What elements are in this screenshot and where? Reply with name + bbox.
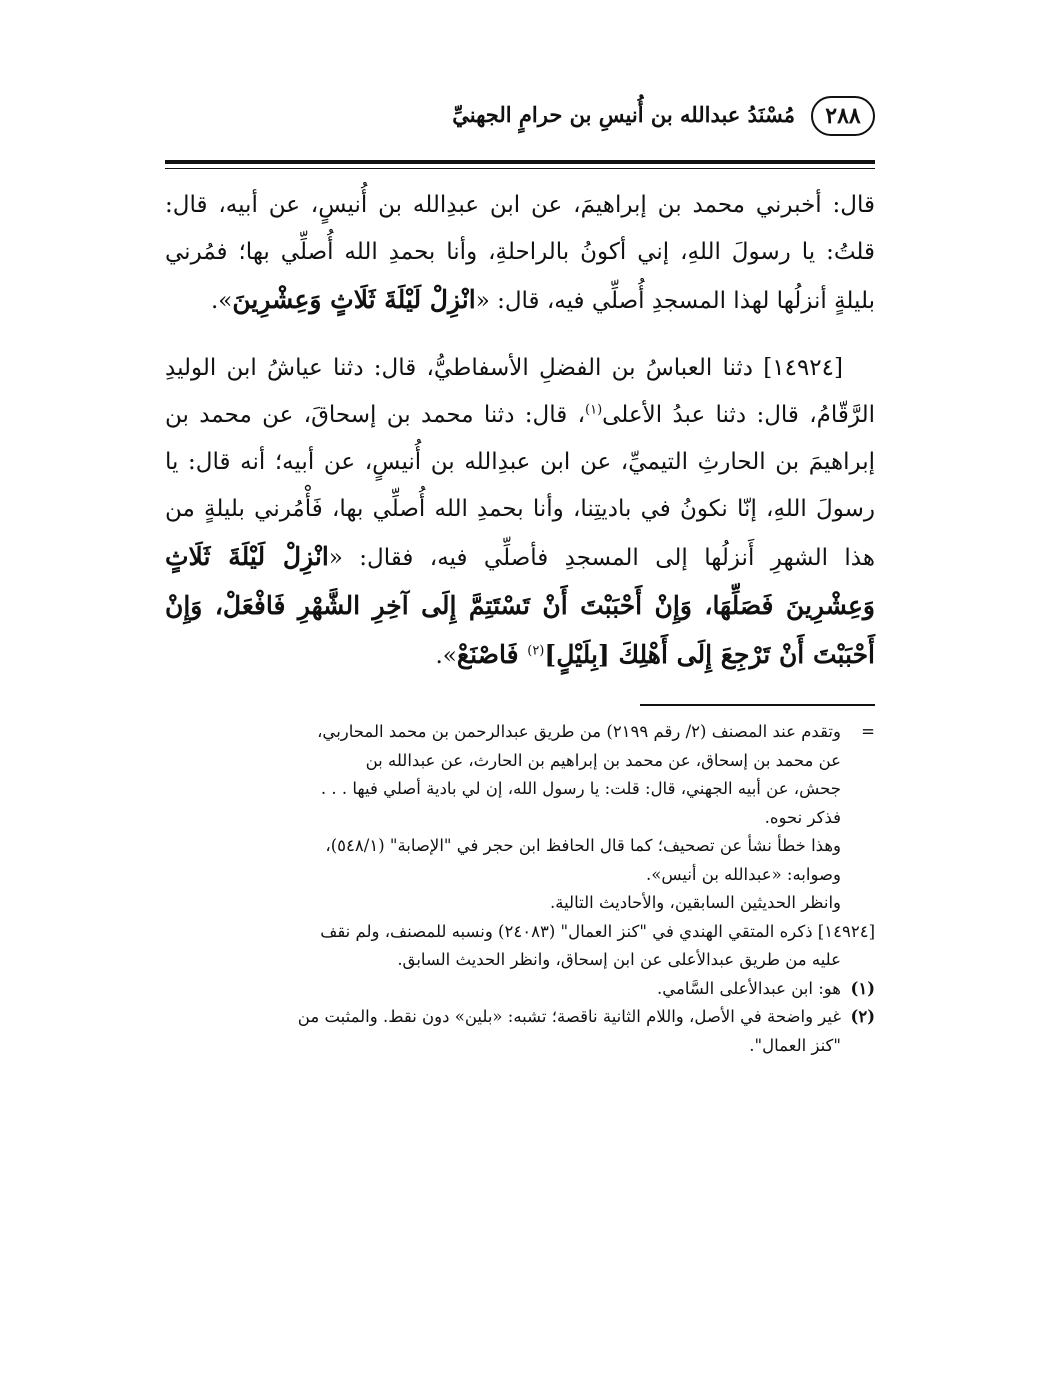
footnote-marker-1: (١)	[850, 978, 875, 998]
footnote-ref-1[interactable]: (١)	[585, 402, 603, 418]
footnote-line: غير واضحة في الأصل، واللام الثانية ناقصة؛ تشبه: «بلين» دون نقط. والمثبت من	[297, 1007, 841, 1026]
main-text	[165, 182, 875, 680]
running-title: مُسْنَدُ عبدالله بن أُنيسِ بن حرامٍ الجهنيِّ	[452, 102, 795, 127]
hadith-text-end: فَاصْنَعْ	[456, 640, 528, 669]
footnote-line: وصوابه: «عبدالله بن أنيس».	[645, 864, 841, 884]
text-line: ».	[435, 643, 457, 669]
footnote-separator	[640, 704, 875, 706]
page-header	[165, 92, 875, 162]
footnote-14924	[165, 918, 875, 975]
hadith-isnad: [١٤٩٢٤] دثنا العباسُ بن الفضلِ الأسفاطيُّ، قال: دثنا عياشُ ابن الوليدِ الرَّقّامُ، قال: دثنا عبدُ الأعلى	[165, 355, 876, 428]
footnote-line: وانظر الحديثين السابقين، والأحاديث التالية.	[549, 893, 841, 912]
page	[165, 92, 875, 1060]
footnote-line: هو: ابن عبدالأعلى السَّامي.	[657, 978, 841, 998]
footnote-line: فذكر نحوه.	[764, 807, 841, 827]
footnote-line: "كنز العمال".	[749, 1035, 841, 1055]
footnote-2	[165, 1003, 875, 1060]
paragraph-2	[165, 345, 875, 680]
hadith-narration: ، قال: دثنا محمد بن إسحاقَ، عن محمد بن إبراهيمَ بن الحارثِ التيميِّ، عن ابن عبدِالله بن أُنيسٍ، عن أبيه؛ أنه قال: يا رسولَ اللهِ، إنّا نكونُ في باديتِنا، وأنا بحمدِ الله أُصلِّي بها، فَأْمُرني بليلةٍ من هذا الشهرِ أَنزلُها إلى المسجدِ فأصلِّي فيه، فقال: «	[165, 402, 875, 571]
footnote-line: وهذا خطأ نشأ عن تصحيف؛ كما قال الحافظ ابن حجر في "الإصابة" (٥٤٨/١)،	[325, 836, 841, 855]
footnote-line: [١٤٩٢٤] ذكره المتقي الهندي في "كنز العمال" (٢٤٠٨٣) ونسبه للمصنف، ولم نقف	[320, 921, 875, 941]
footnotes	[165, 718, 875, 1060]
footnote-marker-2: (٢)	[850, 1007, 875, 1026]
hadith-text: انْزِلْ لَيْلَةَ ثَلَاثٍ وَعِشْرِينَ فَصَلِّهَا، وَإِنْ أَحْبَبْتَ أَنْ تَسْتَتِمَّ إِلَى آخِرِ الشَّهْرِ فَافْعَلْ، وَإِنْ أَحْبَبْتَ أَنْ تَرْجِعَ إِلَى أَهْلِكَ [بِلَيْلٍ]	[165, 542, 875, 669]
footnote-line: وتقدم عند المصنف (٢/ رقم ٢١٩٩) من طريق عبدالرحمن بن محمد المحاربي،	[317, 722, 841, 741]
text-line: بها؛ فمُرني بليلةٍ أنزلُها لهذا المسجدِ أُصلِّي فيه، قال: «	[165, 239, 875, 314]
hadith-text: انْزِلْ لَيْلَةَ ثَلَاثٍ وَعِشْرِينَ	[232, 285, 476, 314]
continuation-marker: =	[861, 722, 875, 741]
paragraph-1	[165, 182, 875, 325]
text-line: ».	[210, 288, 233, 314]
footnote-1	[165, 975, 875, 1004]
header-rule-thick	[165, 160, 875, 164]
footnote-line: عن محمد بن إسحاق، عن محمد بن إبراهيم بن الحارث، عن عبدالله بن	[365, 750, 841, 770]
text-line: قال: أخبرني محمد بن إبراهيمَ، عن ابن عبدِالله بن أُنيسٍ، عن أبيه،	[218, 192, 876, 218]
footnote-line: جحش، عن أبيه الجهني، قال: قلت: يا رسول الله، إن لي بادية أصلي فيها . . .	[320, 779, 841, 798]
footnote-ref-2[interactable]: (٢)	[527, 643, 545, 659]
text-line: قال: قلتُ: يا رسولَ اللهِ، إني أكونُ بالراحلةِ، وأنا بحمدِ الله أُصلِّي	[165, 192, 876, 265]
page-number-badge: ٢٨٨	[811, 96, 875, 136]
header-rule-thin	[165, 168, 875, 169]
footnote-continuation	[165, 718, 875, 918]
footnote-line: عليه من طريق عبدالأعلى عن ابن إسحاق، وانظر الحديث السابق.	[397, 950, 841, 969]
